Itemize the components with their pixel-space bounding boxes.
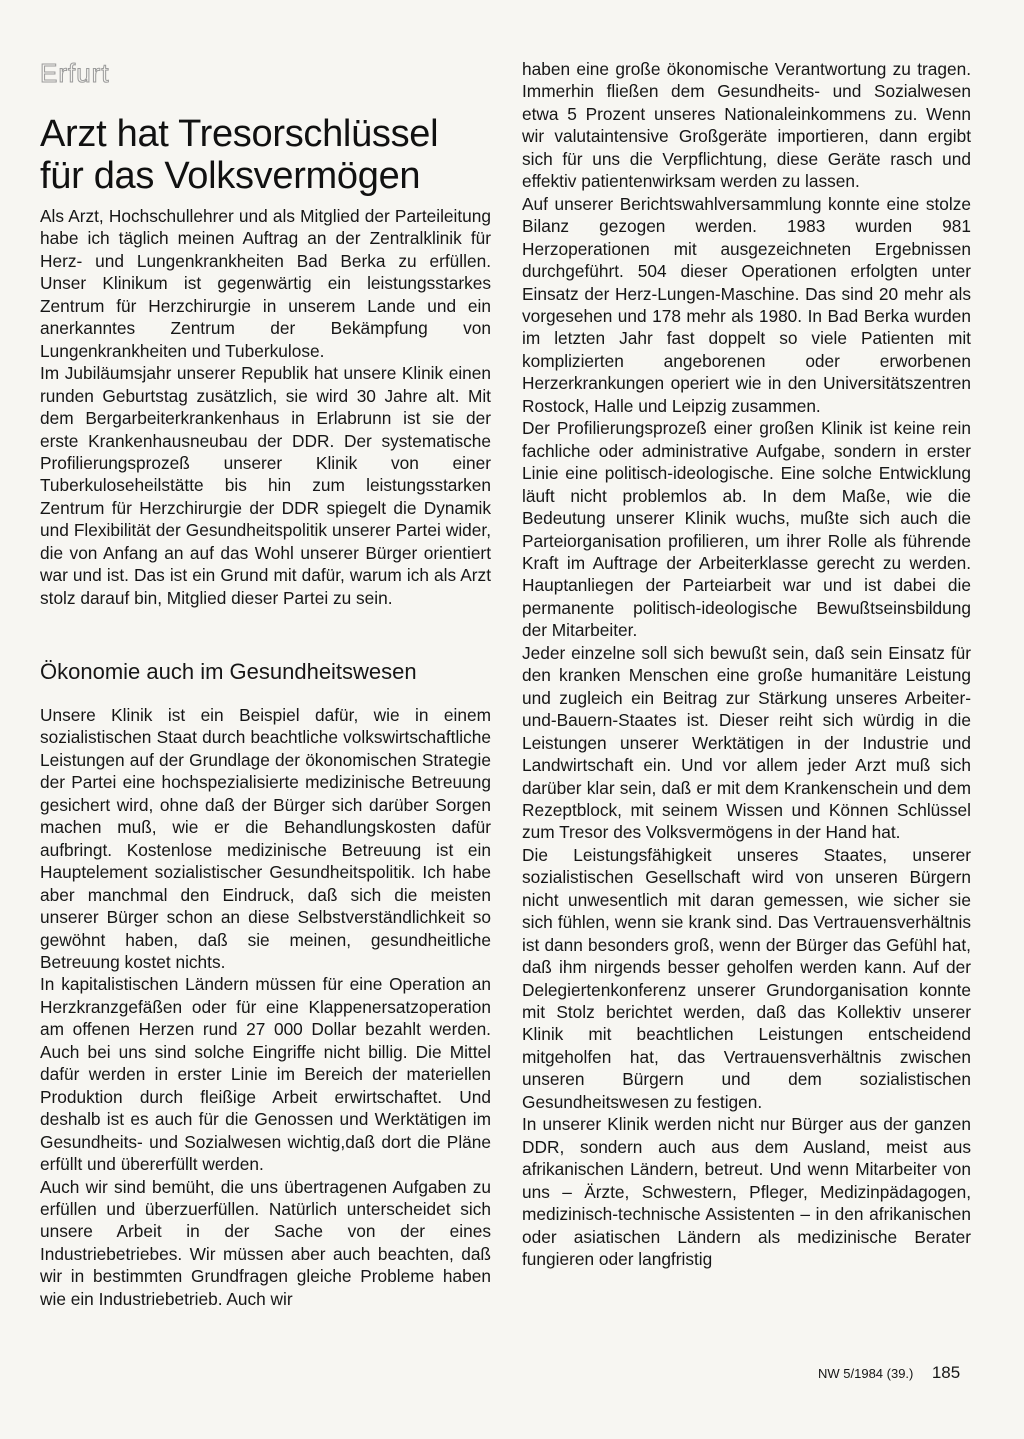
page-footer [818,1363,960,1383]
paragraph: haben eine große ökonomische Verantwortung zu tragen. Immerhin fließen dem Gesundheits- und Sozialwesen etwa 5 Prozent unseres Nationaleinkommens zu. Wenn wir valutaintensive Großgeräte importieren, dann ergibt sich für uns die Verpflichtung, diese Geräte rasch und effektiv patientenwirksam werden zu lassen. [522,59,971,192]
section-text-block [40,704,491,1310]
paragraph: Als Arzt, Hochschullehrer und als Mitglied der Parteileitung habe ich täglich meinen Auftrag an der Zentralklinik für Herz- und Lungenkrankheiten Bad Berka zu erfüllen. Unser Klinikum ist gegenwärtig ein leistungsstarkes Zentrum für Herzchirurgie in unserem Lande und ein anerkanntes Zentrum der Bekämpfung von Lungenkrankheiten und Tuberkulose. [40,206,491,361]
intro-text-block [40,205,491,609]
article-headline [40,113,491,197]
continued-text-block [522,58,971,1270]
issue-reference: NW 5/1984 (39.) [818,1366,914,1381]
paragraph: In kapitalistischen Ländern müssen für eine Operation an Herzkranzgefäßen oder für eine Klappenersatzoperation am offenen Herzen rund 27 000 Dollar bezahlt werden. Auch bei uns sind solche Eingriffe nicht billig. Die Mittel dafür werden in erster Linie im Bereich der materiellen Produktion durch fleißige Arbeit erwirtschaftet. Und deshalb ist es auch für die Genossen und Werktätigen im Gesundheits- und Sozialwesen wichtig,daß dort die Pläne erfüllt und übererfüllt werden. [40,974,491,1175]
section-subheading: Ökonomie auch im Gesundheitswesen [40,659,417,684]
paragraph: In unserer Klinik werden nicht nur Bürger aus der ganzen DDR, sondern auch aus dem Ausland, meist aus afrikanischen Ländern, betreut. Und wenn Mitarbeiter von uns – Ärzte, Schwestern, Pfleger, Medizinpädagogen, medizinisch-technische Assistenten – in den afrikanischen oder asiatischen Ländern als medizinische Berater fungieren oder langfristig [522,1114,971,1270]
paragraph: Der Profilierungsprozeß einer großen Klinik ist keine rein fachliche oder administrative Aufgabe, sondern in erster Linie eine politisch-ideologische. Eine solche Entwicklung läuft nicht problemlos ab. In dem Maße, wie die Bedeutung unserer Klinik wuchs, mußte sich auch die Parteiorganisation profilieren, um ihrer Rolle als führende Kraft im Auftrage der Arbeiterklasse gerecht zu werden. Hauptanliegen der Parteiarbeit war und ist dabei die permanente politisch-ideologische Bewußtseinsbildung der Mitarbeiter. [522,418,971,641]
paragraph: Auch wir sind bemüht, die uns übertragenen Aufgaben zu erfüllen und überzuerfüllen. Natürlich unterscheidet sich unsere Arbeit in der Sache von der eines Industriebetriebes. Wir müssen aber auch beachten, daß wir in bestimmten Grundfragen gleiche Probleme haben wie ein Industriebetrieb. Auch wir [40,1176,491,1309]
headline-line-1: Arzt hat Tresorschlüssel [40,113,439,155]
paragraph: Jeder einzelne soll sich bewußt sein, daß sein Einsatz für den kranken Menschen eine große humanitäre Leistung und zugleich ein Beitrag zur Stärkung unseres Arbeiter-und-Bauern-Staates ist. Dieser reiht sich würdig in die Leistungen unserer Werktätigen in der Industrie und Landwirtschaft ein. Und vor allem jeder Arzt muß sich darüber klar sein, daß er mit dem Krankenschein und dem Rezeptblock, mit seinem Wissen und Können Schlüssel zum Tresor des Volksvermögens in der Hand hat. [522,642,971,843]
left-column [40,0,491,1439]
headline-line-2: für das Volksvermögen [40,155,421,197]
paragraph: Auf unserer Berichtswahlversammlung konnte eine stolze Bilanz gezogen werden. 1983 wurden 981 Herzoperationen mit ausgezeichneten Ergebnissen durchgeführt. 504 dieser Operationen erfolgten unter Einsatz der Herz-Lungen-Maschine. Das sind 20 mehr als vorgesehen und 178 mehr als 1980. In Bad Berka wurden im letzten Jahr fast doppelt so viele Patienten mit komplizierten angeborenen oder erworbenen Herzerkrankungen operiert wie in den Universitätszentren Rostock, Halle und Leipzig zusammen. [522,193,971,416]
paragraph: Die Leistungsfähigkeit unseres Staates, unserer sozialistischen Gesellschaft wird von unseren Bürgern nicht unwesentlich mit daran gemessen, wie sicher sie sich fühlen, wenn sie krank sind. Das Vertrauensverhältnis ist dann besonders groß, wenn der Bürger das Gefühl hat, daß ihm nirgends besser geholfen werden kann. Auf der Delegiertenkonferenz unserer Grundorganisation konnte mit Stolz berichtet werden, daß das Kollektiv unserer Klinik mit beachtlichen Leistungen entscheidend mitgeholfen hat, das Vertrauensverhältnis zwischen unseren Bürgern und dem sozialistischen Gesundheitswesen zu festigen. [522,844,971,1112]
right-column [522,0,971,1439]
paragraph: Unsere Klinik ist ein Beispiel dafür, wie in einem sozialistischen Staat durch beachtliche volkswirtschaftliche Leistungen auf der Grundlage der ökonomischen Strategie der Partei eine hochspezialisierte medizinische Betreuung gesichert wird, ohne daß der Bürger sich darüber Sorgen machen muß, wie er die Behandlungskosten dafür aufbringt. Kostenlose medizinische Betreuung ist ein Hauptelement sozialistischer Gesundheitspolitik. Ich habe aber manchmal den Eindruck, daß sich die meisten unserer Bürger schon an diese Selbstverständlichkeit so gewöhnt haben, daß sie meinen, gesundheitliche Betreuung kostet nichts. [40,705,491,972]
paragraph: Im Jubiläumsjahr unserer Republik hat unsere Klinik einen runden Geburtstag zusätzlich, sie wird 30 Jahre alt. Mit dem Bergarbeiterkrankenhaus in Erlabrunn ist sie der erste Krankenhausneubau der DDR. Der systematische Profilierungsprozeß unserer Klinik von einer Tuberkuloseheilstätte bis hin zum leistungsstarken Zentrum für Herzchirurgie der DDR spiegelt die Dynamik und Flexibilität der Gesundheitspolitik unserer Partei wider, die von Anfang an auf das Wohl unserer Bürger orientiert war und ist. Das ist ein Grund mit dafür, warum ich als Arzt stolz darauf bin, Mitglied dieser Partei zu sein. [40,363,491,608]
page-number: 185 [931,1363,961,1382]
kicker-location: Erfurt [40,58,110,88]
